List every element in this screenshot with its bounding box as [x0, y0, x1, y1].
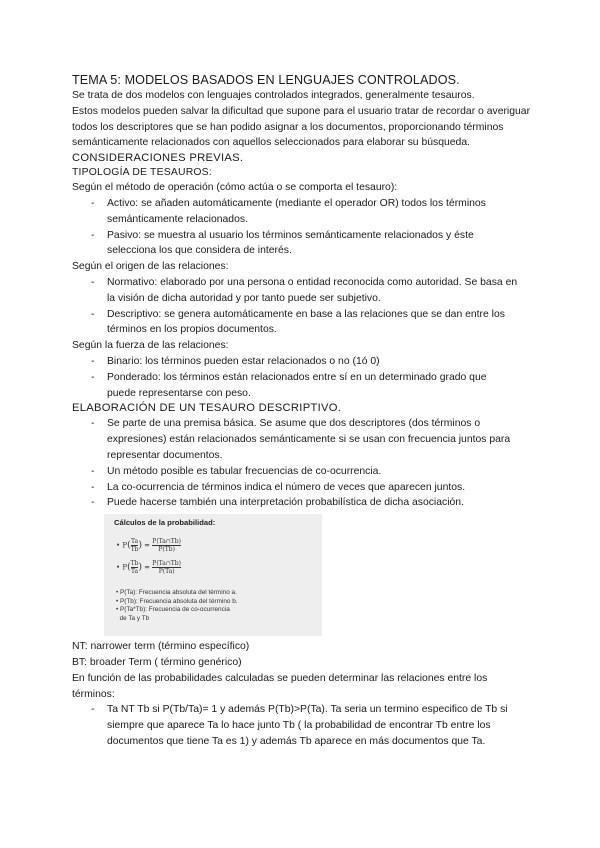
probability-figure	[104, 514, 322, 636]
list-metodo	[72, 196, 532, 259]
group-label-metodo: Según el método de operación (cómo actúa o se comporta el tesauro):	[72, 182, 398, 194]
group-label-origen: Según el origen de las relaciones:	[72, 261, 229, 273]
formula-2-lhs-num: Tb	[130, 560, 139, 568]
list-item: - Ponderado: los términos están relacionados entre sí en un determinado grado que puede representarse con peso.	[72, 370, 518, 402]
document-title: TEMA 5: MODELOS BASADOS EN LENGUAJES CONTROLADOS.	[72, 73, 460, 87]
list-fuerza	[72, 354, 532, 401]
list-item: - Se parte de una premisa básica. Se asume que dos descriptores (dos términos o expresiones) están relacionados semánticamente si se usan con frecuencia juntos para representar documentos.	[72, 416, 518, 463]
formula-1-lhs-den: Tb	[130, 546, 139, 554]
section-heading-consideraciones: CONSIDERACIONES PREVIAS.	[72, 152, 244, 165]
intro-paragraph-1: Se trata de dos modelos con lenguajes controlados integrados, generalmente tesauros.	[72, 90, 475, 101]
definition-bt: BT: broader Term ( término genérico)	[72, 656, 242, 668]
list-origen	[72, 275, 532, 338]
formula-1-rhs-den: P(Tb)	[158, 546, 175, 554]
figure-legend-item: • P(Ta): Frecuencia absoluta del término a.	[116, 589, 237, 597]
subheading-tipologia: TIPOLOGÍA DE TESAUROS:	[72, 167, 212, 179]
list-item: - Binario: los términos pueden estar relacionados o no (1ó 0)	[72, 354, 518, 370]
list-item: - Ta NT Tb si P(Tb/Ta)= 1 y además P(Tb)>P(Ta). Ta seria un termino especifico de Tb si siempre que aparece Ta lo hace junto Tb ( la probabilidad de encontrar Tb entre los documentos que tiene Ta es 1) y además Tb aparece en más documentos que Ta.	[72, 702, 518, 749]
formula-1-lhs-num: Ta	[130, 538, 139, 546]
group-label-fuerza: Según la fuerza de las relaciones:	[72, 340, 229, 352]
conclusion-paragraph: En función de las probabilidades calculadas se pueden determinar las relaciones entre los términos:	[72, 672, 488, 700]
formula-2-rhs-num: P(Ta∩Tb)	[152, 560, 181, 568]
list-item: - Activo: se añaden automáticamente (mediante el operador OR) todos los términos semánticamente relacionados.	[72, 196, 518, 228]
list-elaboracion	[72, 416, 532, 511]
formula-2: • P( $\frac{Tb}{Ta}$ ) = $\frac{P(Ta\cap Tb)}{P(Ta)}$	[116, 560, 181, 576]
list-item: - Pasivo: se muestra al usuario los términos semánticamente relacionados y éste selecciona los que considera de interés.	[72, 228, 518, 260]
list-item: - Descriptivo: se genera automáticamente en base a las relaciones que se dan entre los términos en los propios documentos.	[72, 307, 518, 339]
figure-legend-item: de Ta y Tb	[119, 614, 150, 622]
formula-2-rhs-den: P(Ta)	[158, 568, 175, 576]
figure-legend	[116, 589, 238, 623]
intro-paragraph-2: Estos modelos pueden salvar la dificultad que supone para el usuario tratar de recordar o averiguar todos los descriptores que se han podido asignar a los documentos, proporcionando términos semánticamente relacionados con aquellos seleccionados para elaborar su búsqueda.	[72, 105, 531, 149]
list-item: - Un método posible es tabular frecuencias de co-ocurrencia.	[72, 464, 518, 480]
formula-1: • P( $\frac{Ta}{Tb}$ ) = $\frac{P(Ta\cap Tb)}{P(Tb)}$	[116, 538, 181, 554]
figure-legend-item: • P(Tb): Frecuencia absoluta del término b.	[116, 597, 238, 605]
figure-legend-item: • P(Ta*Tb): Frecuencia de co-ocurrencia	[116, 606, 230, 614]
list-item: - La co-ocurrencia de términos indica el número de veces que aparecen juntos.	[72, 480, 518, 496]
list-item: - Puede hacerse también una interpretación probabilística de dicha asociación.	[72, 495, 518, 511]
list-relations	[72, 702, 532, 749]
section-heading-elaboracion: ELABORACIÓN DE UN TESAURO DESCRIPTIVO.	[72, 402, 342, 415]
formula-1-rhs-num: P(Ta∩Tb)	[152, 538, 181, 546]
figure-title: Cálculos de la probabilidad:	[114, 518, 216, 528]
formula-2-lhs-den: Ta	[130, 568, 139, 576]
list-item: - Normativo: elaborado por una persona o entidad reconocida como autoridad. Se basa en la visión de dicha autoridad y por tanto puede ser subjetivo.	[72, 275, 518, 307]
definition-nt: NT: narrower term (término específico)	[72, 641, 250, 653]
document-body	[72, 72, 532, 750]
